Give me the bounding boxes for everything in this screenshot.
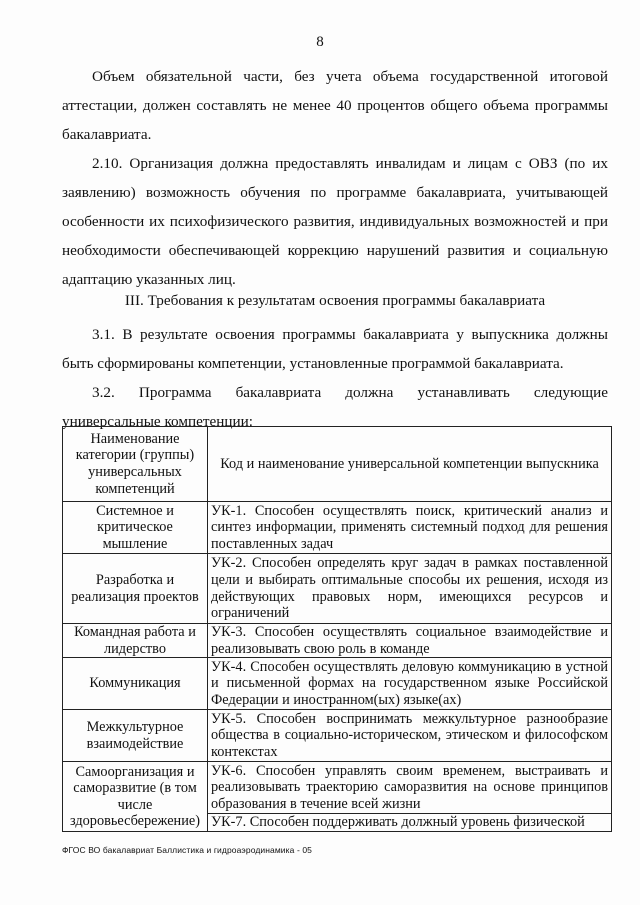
header-category: Наименование категории (группы) универсальных компетенций [63,427,208,502]
competence-cell: УК-2. Способен определять круг задач в рамках поставленной цели и выбирать оптимальные способы их решения, исходя из действующих правовых норм, имеющихся ресурсов и ограничений [208,554,612,624]
competencies-table [62,426,612,832]
competence-cell: УК-5. Способен воспринимать межкультурное разнообразие общества в социально-историческом, этическом и философском контекстах [208,710,612,762]
page-number: 8 [316,34,324,50]
table-row [63,554,612,624]
category-cell: Системное и критическое мышление [63,502,208,554]
paragraph-3-2: 3.2. Программа бакалавриата должна устанавливать следующие универсальные компетенции: [62,384,608,430]
table-row [63,710,612,762]
table-row [63,502,612,554]
table-row [63,624,612,658]
header-competence: Код и наименование универсальной компетенции выпускника [208,427,612,502]
category-cell: Коммуникация [63,658,208,710]
category-cell: Командная работа и лидерство [63,624,208,658]
table-header-row [63,427,612,502]
competence-cell: УК-6. Способен управлять своим временем, выстраивать и реализовывать траекторию саморазвития на основе принципов образования в течение всей жизни [208,762,612,814]
table-row [63,762,612,814]
category-cell: Разработка и реализация проектов [63,554,208,624]
competence-cell: УК-1. Способен осуществлять поиск, критический анализ и синтез информации, применять системный подход для решения поставленных задач [208,502,612,554]
category-cell: Межкультурное взаимодействие [63,710,208,762]
paragraph-2-10: 2.10. Организация должна предоставлять инвалидам и лицам с ОВЗ (по их заявлению) возможность обучения по программе бакалавриата, учитывающей особенности их психофизического развития, индивидуальных возможностей и при необходимости обеспечивающей коррекцию нарушений развития и социальную адаптацию указанных лиц. [62,155,608,288]
competence-cell: УК-4. Способен осуществлять деловую коммуникацию в устной и письменной формах на государственном языке Российской Федерации и иностранном(ых) языке(ах) [208,658,612,710]
competence-cell: УК-3. Способен осуществлять социальное взаимодействие и реализовывать свою роль в команде [208,624,612,658]
competence-cell: УК-7. Способен поддерживать должный уровень физической [208,814,612,832]
section-heading: III. Требования к результатам освоения программы бакалавриата [124,292,546,309]
table-row [63,658,612,710]
category-cell: Самоорганизация и саморазвитие (в том числе здоровьесбережение) [63,762,208,832]
footer-text: ФГОС ВО бакалавриат Баллистика и гидроаэродинамика - 05 [62,845,312,855]
paragraph-mandatory-part: Объем обязательной части, без учета объема государственной итоговой аттестации, должен составлять не менее 40 процентов общего объема программы бакалавриата. [62,68,608,143]
paragraph-3-1: 3.1. В результате освоения программы бакалавриата у выпускника должны быть сформированы компетенции, установленные программой бакалавриата. [62,326,608,372]
